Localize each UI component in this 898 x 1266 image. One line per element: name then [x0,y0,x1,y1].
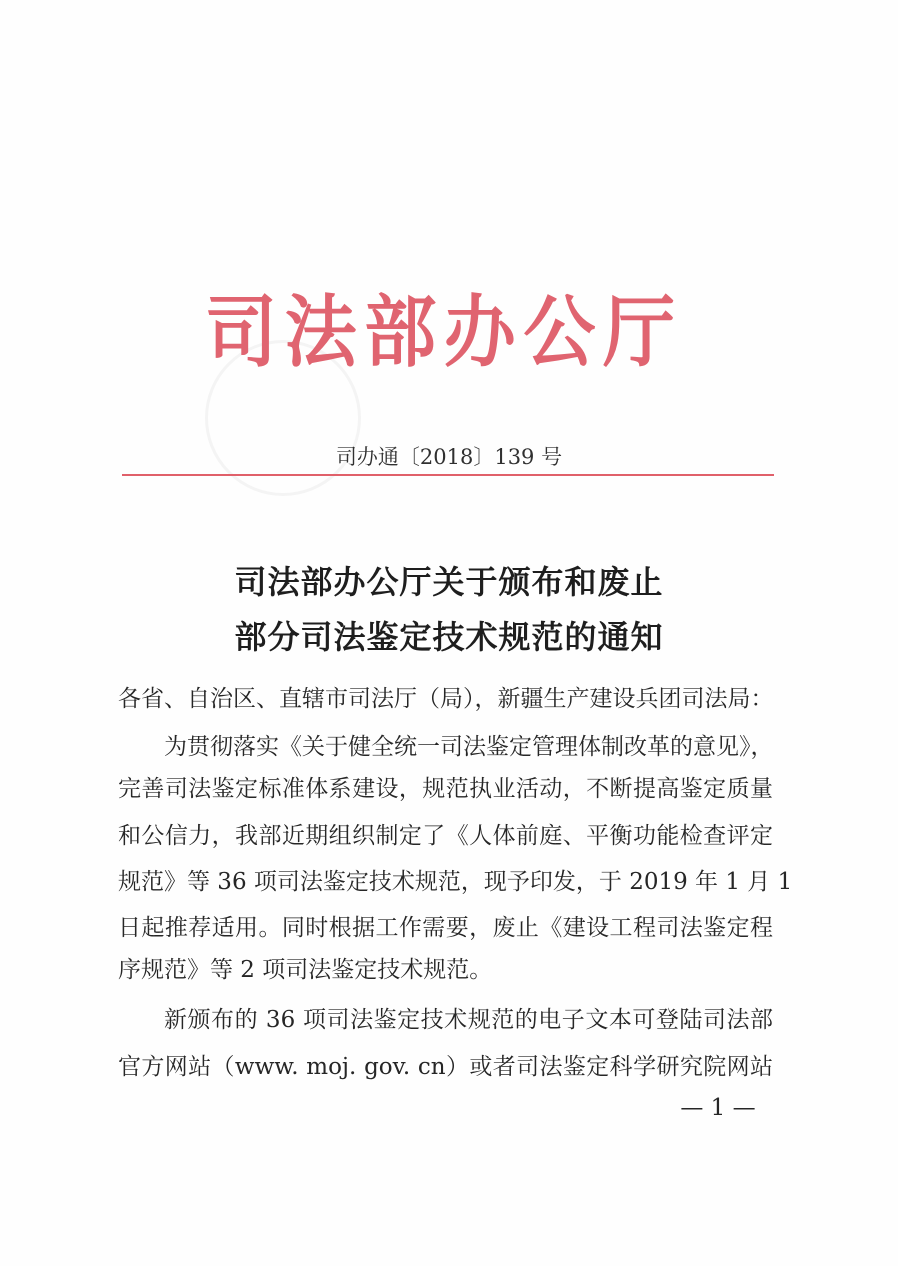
body-text-line: 规范》等 36 项司法鉴定技术规范，现予印发，于 2019 年 1 月 1 [118,869,793,895]
org-char: 办 [443,285,516,378]
org-char: 法 [284,285,357,378]
org-char: 司 [205,285,278,378]
red-separator-line [122,474,774,476]
issuing-organization-header [205,282,675,382]
document-title-line-1: 司法部办公厅关于颁布和废止 [234,563,664,601]
body-text-line: 日起推荐适用。同时根据工作需要，废止《建设工程司法鉴定程 [118,915,773,941]
body-text-line: 官方网站（www. moj. gov. cn）或者司法鉴定科学研究院网站 [118,1054,773,1080]
document-number: 司办通〔2018〕139 号 [335,445,563,469]
org-char: 部 [364,285,437,378]
body-text-line: 为贯彻落实《关于健全统一司法鉴定管理体制改革的意见》， [164,734,774,760]
page-number: — 1 — [680,1095,756,1121]
org-char: 厅 [602,285,675,378]
addressee-line: 各省、自治区、直辖市司法厅（局），新疆生产建设兵团司法局： [118,686,774,712]
body-text-line: 和公信力，我部近期组织制定了《人体前庭、平衡功能检查评定 [118,823,773,849]
body-text-line: 完善司法鉴定标准体系建设，规范执业活动，不断提高鉴定质量 [118,776,773,802]
body-text-line: 序规范》等 2 项司法鉴定技术规范。 [118,957,493,983]
body-text-line: 新颁布的 36 项司法鉴定技术规范的电子文本可登陆司法部 [164,1007,773,1033]
document-title-line-2: 部分司法鉴定技术规范的通知 [234,618,664,656]
org-char: 公 [523,285,596,378]
